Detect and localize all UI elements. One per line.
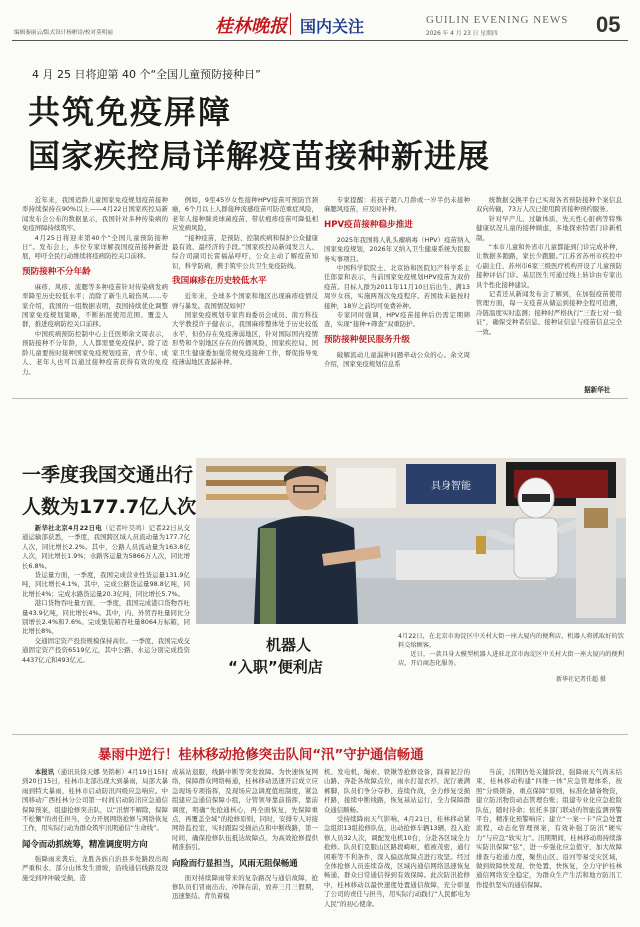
lead-subhead-hpv: HPV疫苗接种稳步推进: [324, 219, 413, 230]
storm-para: [22, 768, 168, 834]
traffic-para: 港口货物吞吐量方面，一季度，我国完成港口货物吞吐量43.9亿吨，同比增长4%。其中，内、外贸吞吐量同比分别增长2.4%和7.6%。完成集装箱吞吐量8064万标箱，同比增长8%。: [22, 599, 190, 636]
lead-col-4: [476, 196, 622, 378]
storm-col-1: [22, 768, 168, 924]
lead-col4-para: 统数据交换平台已实现各省预防接种个案信息双向传输，73万人次已使用跨省接种预约服务。: [476, 196, 622, 214]
photo-caption-text-2: 近日，一款具身大模型机器人进驻北京市海淀区中关村大街一座大厦内的便利店，开启商态化服务。: [398, 651, 624, 667]
traffic-title-1: 一季度我国交通出行: [22, 464, 194, 486]
lead-col4-para: 针对早产儿、过敏体质、先天性心脏病等特殊健康状况儿童的接种顾虑，多地探索特需门诊新机制。: [476, 214, 622, 242]
storm-para: 受持续降雨天气影响，4月21日，桂林移动紧急组织13组抢修队伍，出动抢修车辆13辆，投入抢修人员32人次，调配发电机10台，分赴各区域全力抢修。队员们克服山区路段崎岖，植被茂密，通行困难等不利条件，深入偏远故障点进行攻坚。经过全体抢修人员连续奋战，区域内通信网络迅速恢复畅通，群众日常通信得到有效保障。此次防汛抢修中，桂林移动以最快速度处置通信故障，充分彰显了公司的责任与担当，用实际行动践行“人民邮电为人民”的初心使命。: [324, 815, 470, 908]
section-divider-1: [12, 398, 628, 399]
storm-dateline: 本报讯: [34, 768, 55, 776]
editors-line: 编辑秦丽云/版式设计杨彬诗/校对莫明丽: [14, 30, 113, 36]
traffic-para: 货运量方面，一季度，我国完成营业性货运量131.9亿吨，同比增长4.1%，其中，完成公路货运量98.8亿吨，同比增长4%；完成水路货运量20.3亿吨，同比增长5.7%。: [22, 571, 190, 598]
storm-para: 面对持续降雨带来的复杂路况与通信故障，抢修队员们冒雨出击，冲锋在前，放弃三月三假期，迅速集结。背负着模: [172, 873, 318, 901]
lead-subhead-measles: 我国麻疹在历史较低水平: [172, 276, 267, 287]
lead-col4-para: “本市儿童和外省市儿童都能到门诊完成补种，让数据多跑路，家长少跑腿。”江苏省苏州市疾控中心副主任、苏州市6家三级医疗机构开设了儿童预防接种评估门诊。基层医生可通过线上转诊由专家出具个性化接种建议。: [476, 243, 622, 289]
lead-col-1: [22, 196, 168, 376]
lead-col4-para: 记者还从新闻发布会了解到，在加强疫苗使用管理方面，每一支疫苗从储运到接种全程可追溯，冷链温度实时监测；接种时严格执行“三查七对一验证”，确保受种者信息、接种证信息与疫苗信息完全一致。: [476, 290, 622, 336]
lead-kicker: 4 月 25 日将迎第 40 个“全国儿童预防接种日”: [32, 68, 261, 81]
storm-para: 机、发电机、绳索、铁锹等抢修设备，踩着泥泞的山路、奔赴各故障点位，雨水打湿衣衫，泥泞裹满裤脚，队员们争分夺秒、连续作战，全力修复受损杆路，接续中断线路，恢复基站运行，全力保障群众通信顺畅。: [324, 768, 470, 814]
storm-col-2: [172, 768, 318, 924]
lead-col2-para: “接种疫苗，是预防、控制疾病和保护公众健康最有效、最经济的手段。”国家疾控局新闻发言人、综合司副司长雷福晶呼吁，公众主动了解疫苗知识，科学防病，携手筑牢公共卫生免疫防线。: [172, 233, 318, 270]
lead-col1-para: 近年来，我国适龄儿童国家免疫规划疫苗接种率持续保持在90%以上——4月22日国家疾控局新闻发布会公布的数据显示，我国针对多种传染病的免疫屏障持续筑牢。: [22, 196, 168, 233]
section-divider-2: [12, 734, 628, 735]
header-rule: [12, 40, 628, 41]
storm-subhead-2: 向险而行显担当，风雨无阻保畅通: [172, 857, 298, 868]
storm-title: 暴雨中逆行！桂林移动抢修突击队间“汛”守护通信畅通: [98, 748, 424, 763]
storm-para: 成基站退服，线路中断等突发故障。为快速恢复网络，保障群众网络畅通，桂林移动迅速开启成立应急现场专项指挥，及现场应急调度值班制度，紧急组建应急通信保障小组，分管领导靠前指挥，靠前调度，明确“先抢通核心，再全面恢复，先保障重点，再覆盖全域”的抢修原则，同时，安排专人对接网络监控室，实时跟踪受损站点和中断线路，第一时间，确保抢修队伍抵达故障点，为高效抢修提供精准指引。: [172, 768, 318, 852]
lead-col3-para: 中国科学院院士、北京协和医院妇产科学系主任郎景和表示，当前国家免疫规划HPV疫苗为双价疫苗。目标人群为2011年11月10日后出生、满13周岁女孩，实施两剂次免疫程序。若国妆未能按时接种，18岁之前均可免费补种。: [324, 264, 470, 310]
news-photo: [196, 458, 626, 624]
traffic-title-2: 人数为177.7亿人次: [22, 496, 197, 518]
photo-robot-caption-1: 机器人: [266, 636, 312, 654]
lead-col1-para: 麻疹、风疹、流腮等多种疫苗针对传染病发病率降至历史较低水平；消除了新生儿破伤风……专家介绍，我国的一组数据表明，我国持续优化调整国家免疫规划策略，不断拓展使用范围、覆盖人群，推进疫病防控关口前移。: [22, 282, 168, 329]
traffic-dateline: 新华社北京4月22日电: [34, 524, 102, 532]
storm-para: 强降雨来袭后，龙胜各族自治县多处路段出现严重积水、部分山体发生滑坡，沿线通信线路及设施受到冲冲破受损，造: [22, 854, 168, 882]
lead-subhead-age: 预防接种不分年龄: [22, 266, 91, 277]
storm-col-4: [476, 768, 622, 924]
lead-col2-para: 国家免疫规划专家咨询委员会成员、南方科技大学教授许子健表示，我国麻疹整体处于历史较低水平，但仍存在免疫薄弱地区，针对国际国内疫情形势和个别地区存在的传播风险，国家疾控局、国家卫生健康委加强常规免疫接种工作，督促指导免疫薄弱地区查漏补种。: [172, 311, 318, 367]
storm-para-text: 4月19日15时到20日15日，桂林市北部出现大到暴雨，局部大暴雨到特大暴雨，桂林市启动防汛四级应急响应。中国移动广西桂林分公司第一时间启动防汛应急通信保障预案，组建抢修突击队，以“汛情不解除，保障不松懈”的责任担当，全力开展网络抢修与网络恢复工作，用实际行动为群众筑牢汛期通信“生命线”。: [22, 768, 168, 833]
store-scene-illustration: [196, 458, 626, 624]
lead-col3-para: 专家同时强调，HPV疫苗接种后仍需定期筛查，实现“接种+筛查”双重防护。: [324, 311, 470, 329]
logo-divider: [290, 13, 291, 35]
lead-col3-para: 破解流动儿童漏种问题牵动公众的心。余文周介绍，国家免疫规划信息系: [324, 350, 470, 369]
issue-date: 2026 年 4 月 23 日 星期四: [426, 31, 498, 37]
photo-caption: [398, 632, 624, 674]
lead-subhead-service: 预防接种便民服务升级: [324, 334, 410, 345]
storm-reporter: （通讯员徐天娜 吴铭彬）: [54, 768, 128, 776]
lead-col1-para: 4月25日将迎来第40个“全国儿童预防接种日”。发布会上，多位专家详解我国疫苗接种新进展，呼吁全民行动维续将疫病防控关口前移。: [22, 233, 168, 261]
storm-subhead-1: 闻令而动抓统筹，精准调度明方向: [22, 838, 148, 849]
lead-col2-para: 例如，9至45岁女性接种HPV疫苗可预防宫颈癌，6个月以上人群接种流感疫苗可防范重症风险，老年人接种肺炎球菌疫苗、带状疱疹疫苗可降低相应发病风险。: [172, 196, 318, 233]
screen-text: 具身智能: [431, 481, 471, 492]
traffic-para: 交通固定资产投资规模保持高位。一季度，我国完成交通固定资产投资6519亿元，其中公路、水运分别完成投资4437亿元和493亿元。: [22, 636, 190, 664]
lead-col3-para: 专家提醒：若孩子超八月龄或一岁半仍未接种麻腮风疫苗，应及时补种。: [324, 196, 470, 214]
section-name: 国内关注: [300, 17, 365, 36]
lead-byline: 据新华社: [584, 386, 611, 394]
traffic-body: [22, 524, 190, 728]
photo-robot-caption-2: “入职”便利店: [228, 658, 323, 676]
photo-credit: 新华社记者任超 摄: [556, 676, 606, 683]
storm-para: 当前，汛期仍处关键阶段，强降雨天气尚未结束，桂林移动构建“四维一体”应急管理体系，按照“分级锁备，重点保障”原则，标准化储备物资，建立防汛物资动态管理台账；组建专业化应急抢险队伍，随时待命；依托多部门联动的智能监测预警平台，精准化预警响应；建立“一案一卡”应急处置流程，动态化管理预案，有效补强了防汛“硬实力”与应急“软实力”。汛期期间，桂林移动将持续落实防汛保障“弦”，进一步强化应急值守，加大故障排查与抢通力度，聚焦山区、沿河等易受灾区域，做到故障快发现、快处置、快恢复，全力守护桂林通信网络安全稳定，为群众生产生活和地方防汛工作提供坚实的通信保障。: [476, 768, 622, 889]
lead-col1-para: 中国疾病预防控制中心主任医师余文周表示，预防接种不分年龄，人人都需要免疫保护。除了适龄儿童要按时接种国家免疫规划疫苗，青少年、成人、老年人也可以通过接种疫苗获得有效的免疫力。: [22, 329, 168, 376]
lead-title-1: 共筑免疫屏障: [28, 93, 233, 131]
lead-col2-para: 近年来，全球多个国家和地区出现麻疹疫情反弹与暴发。我国情况如何？: [172, 292, 318, 310]
newspaper-logo: 桂林晚报: [215, 16, 287, 37]
lead-col-3: [324, 196, 470, 396]
photo-caption-text: 4月22日，在北京市海淀区中关村大街一座大厦内的便利店，机器人将抓取好的饮料交给顾客。: [398, 633, 624, 649]
traffic-para: [22, 524, 190, 571]
traffic-para-text: 记者22日从交通运输部获悉，一季度，我国跨区域人员流动量为177.7亿人次，同比增长2.2%。其中，公路人员流动量为163.8亿人次，同比增长1.9%；水路客运量为5866万人次，同比增长6.8%。: [22, 524, 190, 570]
lead-col3-para: 2025年我国将人乳头瘤病毒（HPV）疫苗纳入国家免疫规划，2026年又纳入卫生健康系统为民服务实事项目。: [324, 235, 470, 263]
traffic-reporter: （记者叶昊鸣）: [101, 524, 149, 532]
storm-col-3: [324, 768, 470, 924]
page-number: 05: [596, 12, 621, 37]
lead-col-2: [172, 196, 318, 396]
lead-title-2: 国家疾控局详解疫苗接种新进展: [28, 137, 491, 175]
paper-en-name: GUILIN EVENING NEWS: [426, 14, 569, 26]
